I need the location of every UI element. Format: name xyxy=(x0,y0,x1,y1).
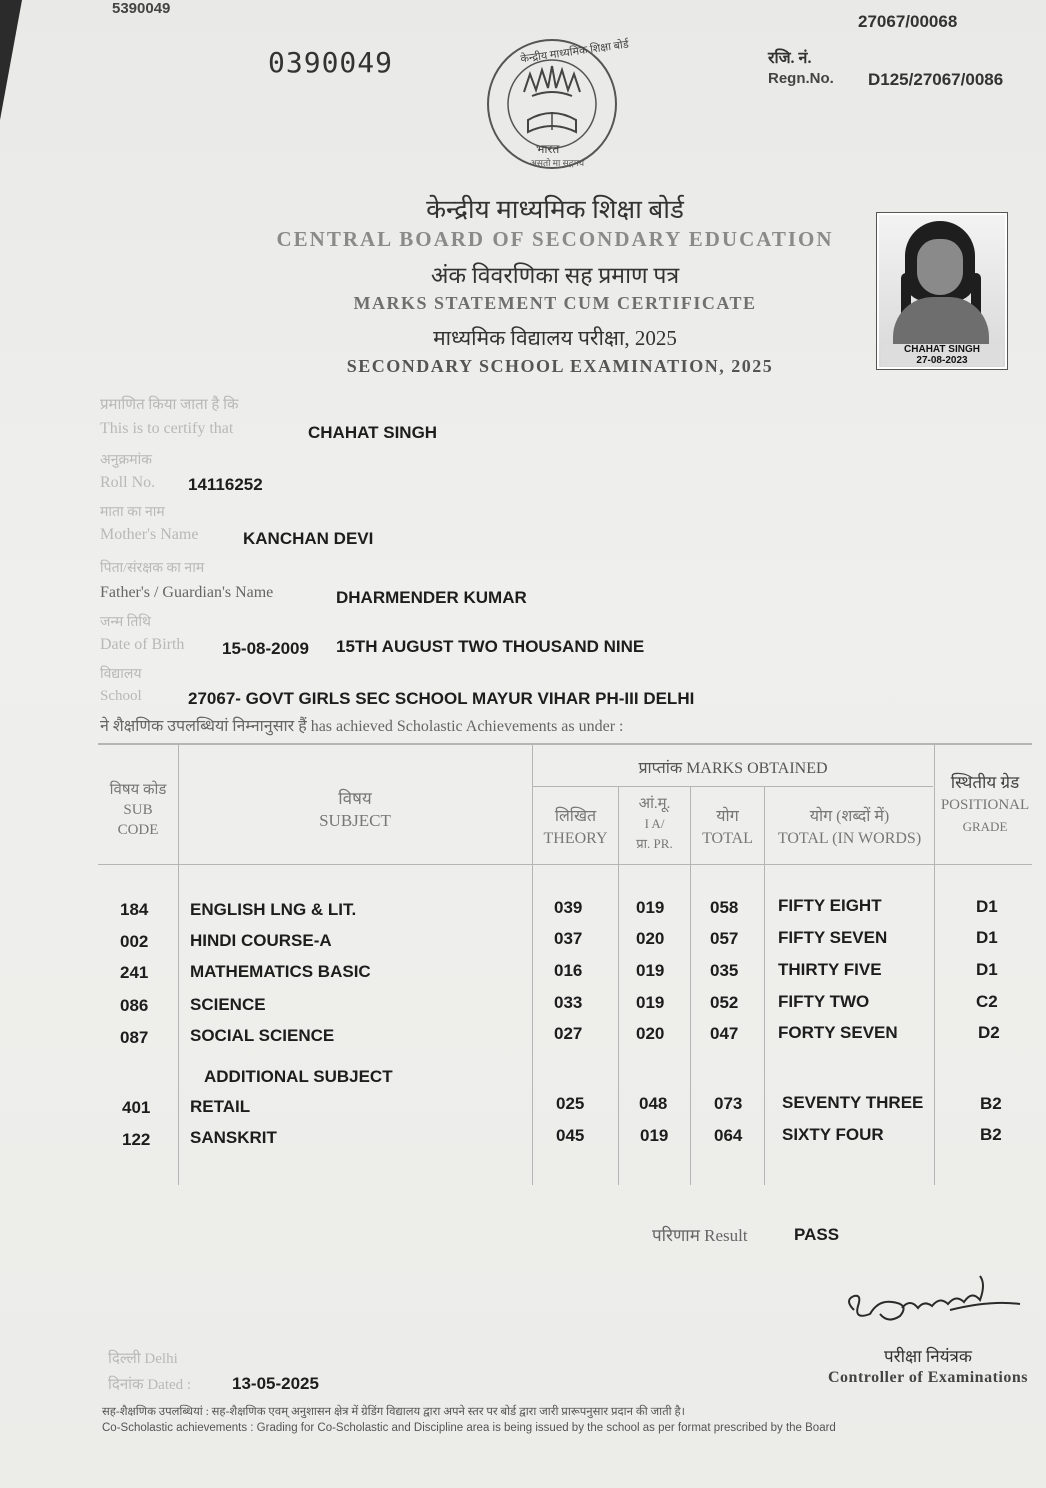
total-in-words: FIFTY EIGHT xyxy=(778,896,882,915)
photo-caption-date: 27-08-2023 xyxy=(916,355,968,366)
mother-name: KANCHAN DEVI xyxy=(243,529,374,548)
board-name-english: CENTRAL BOARD OF SECONDARY EDUCATION xyxy=(276,227,834,251)
subject-code: 184 xyxy=(120,900,149,919)
total-in-words: THIRTY FIVE xyxy=(778,960,882,979)
regn-label: Regn.No. xyxy=(768,70,834,87)
student-name: CHAHAT SINGH xyxy=(308,423,438,442)
total-marks: 035 xyxy=(710,961,739,980)
subject-name: SOCIAL SCIENCE xyxy=(190,1026,335,1045)
header-total: योग TOTAL xyxy=(702,808,753,847)
theory-marks: 033 xyxy=(554,993,583,1012)
regn-hindi-label: रजि. नं. xyxy=(768,50,812,67)
subject-name: RETAIL xyxy=(190,1097,251,1116)
positional-grade: D1 xyxy=(976,897,998,916)
dob-value: 15-08-2009 xyxy=(222,639,309,658)
date-of-issue: 13-05-2025 xyxy=(232,1374,319,1393)
dob-label-hindi: जन्म तिथि xyxy=(100,615,151,630)
total-in-words: FIFTY TWO xyxy=(778,992,870,1011)
ia-marks: 020 xyxy=(636,929,665,948)
student-photo xyxy=(876,212,1008,370)
subject-code: 122 xyxy=(122,1130,151,1149)
header-theory: लिखित THEORY xyxy=(543,808,608,847)
subject-name: SCIENCE xyxy=(190,995,266,1014)
ia-marks: 048 xyxy=(639,1094,668,1113)
theory-marks: 016 xyxy=(554,961,583,980)
certify-label-hindi: प्रमाणित किया जाता है कि xyxy=(100,397,239,413)
total-marks: 047 xyxy=(710,1024,739,1043)
father-name: DHARMENDER KUMAR xyxy=(336,588,527,607)
place: दिल्ली Delhi xyxy=(108,1351,178,1367)
roll-label: Roll No. xyxy=(100,474,156,491)
positional-grade: B2 xyxy=(980,1094,1002,1113)
footer-note: Co-Scholastic achievements : Grading for Co-Scholastic and Discipline area is being issued by the school as per format prescribed by the Board xyxy=(102,1422,836,1434)
serial-number: 0390049 xyxy=(268,46,394,79)
positional-grade: C2 xyxy=(976,992,998,1011)
school-label: School xyxy=(100,688,142,704)
total-marks: 058 xyxy=(710,898,739,917)
subject-name: MATHEMATICS BASIC xyxy=(190,962,371,981)
roll-label-hindi: अनुक्रमांक xyxy=(100,453,152,468)
mother-label: Mother's Name xyxy=(100,526,199,543)
exam-title-english: SECONDARY SCHOOL EXAMINATION, 2025 xyxy=(346,356,774,376)
header-subject: विषय SUBJECT xyxy=(319,789,391,830)
top-right-code: 27067/00068 xyxy=(858,12,958,31)
positional-grade: B2 xyxy=(980,1125,1002,1144)
controller-signature-icon xyxy=(840,1270,1030,1350)
controller-title-hindi: परीक्षा नियंत्रक xyxy=(884,1347,972,1366)
regn-number: D125/27067/0086 xyxy=(868,70,1004,89)
ia-marks: 019 xyxy=(636,993,665,1012)
footer-note-hindi: सह-शैक्षणिक उपलब्धियां : सह-शैक्षणिक एवम् अनुशासन क्षेत्र में ग्रेडिंग विद्यालय द्वारा अपने स्तर पर बोर्ड द्वारा जारी प्रारूपनुसार प्रदान की जाती है। xyxy=(102,1406,685,1418)
theory-marks: 027 xyxy=(554,1024,583,1043)
table-top-border xyxy=(98,743,1032,745)
theory-marks: 037 xyxy=(554,929,583,948)
total-marks: 057 xyxy=(710,929,739,948)
achievements-english: has achieved Scholastic Achievements as under : xyxy=(310,718,624,735)
roll-number: 14116252 xyxy=(188,475,263,494)
exam-title-hindi: माध्यमिक विद्यालय परीक्षा, 2025 xyxy=(433,326,677,350)
subject-code: 401 xyxy=(122,1098,151,1117)
result-label: परिणाम Result xyxy=(652,1226,748,1245)
subject-name: HINDI COURSE-A xyxy=(190,931,332,950)
document-title-hindi: अंक विवरणिका सह प्रमाण पत्र xyxy=(430,263,680,288)
total-marks: 064 xyxy=(714,1126,743,1145)
photo-caption-name: CHAHAT SINGH xyxy=(904,344,980,355)
school-label-hindi: विद्यालय xyxy=(100,667,142,682)
controller-title: Controller of Examinations xyxy=(828,1369,1028,1386)
header-positional-grade: स्थितीय ग्रेड POSITIONAL GRADE xyxy=(940,773,1030,834)
ia-marks: 019 xyxy=(636,961,665,980)
achievements-line xyxy=(100,714,624,736)
total-in-words: FORTY SEVEN xyxy=(778,1023,898,1042)
total-in-words: FIFTY SEVEN xyxy=(778,928,888,947)
emblem-motto: असतो मा सद्गमय xyxy=(530,158,585,168)
school-name: 27067- GOVT GIRLS SEC SCHOOL MAYUR VIHAR PH-III DELHI xyxy=(188,689,695,708)
ia-marks: 020 xyxy=(636,1024,665,1043)
positional-grade: D1 xyxy=(976,928,998,947)
additional-subject-label: ADDITIONAL SUBJECT xyxy=(204,1067,393,1086)
positional-grade: D1 xyxy=(976,960,998,979)
result-value: PASS xyxy=(794,1225,840,1244)
subject-name: SANSKRIT xyxy=(190,1128,277,1147)
total-in-words: SEVENTY THREE xyxy=(782,1093,924,1112)
scanner-shadow-corner xyxy=(0,0,22,120)
dob-in-words: 15TH AUGUST TWO THOUSAND NINE xyxy=(336,637,645,656)
theory-marks: 045 xyxy=(556,1126,585,1145)
theory-marks: 025 xyxy=(556,1094,585,1113)
dob-label: Date of Birth xyxy=(100,636,185,653)
ia-marks: 019 xyxy=(636,898,665,917)
mother-label-hindi: माता का नाम xyxy=(100,505,165,520)
subject-code: 002 xyxy=(120,932,149,951)
header-total-in-words: योग (शब्दों में) TOTAL (IN WORDS) xyxy=(777,808,922,847)
marks-header-divider xyxy=(533,786,933,787)
document-title-english: MARKS STATEMENT CUM CERTIFICATE xyxy=(353,293,757,313)
positional-grade: D2 xyxy=(978,1023,1000,1042)
top-corner-serial: 5390049 xyxy=(112,0,171,17)
emblem-top-text: केन्द्रीय माध्यमिक शिक्षा बोर्ड xyxy=(519,38,630,66)
total-in-words: SIXTY FOUR xyxy=(782,1125,884,1144)
certify-label: This is to certify that xyxy=(100,420,234,437)
father-label: Father's / Guardian's Name xyxy=(100,584,274,601)
theory-marks: 039 xyxy=(554,898,583,917)
subject-name: ENGLISH LNG & LIT. xyxy=(190,900,357,919)
subject-code: 241 xyxy=(120,963,149,982)
total-marks: 073 xyxy=(714,1094,743,1113)
subject-code: 086 xyxy=(120,996,149,1015)
ia-marks: 019 xyxy=(640,1126,669,1145)
header-internal-assessment: आं.मू. I A/ प्रा. PR. xyxy=(636,796,673,851)
table-header-bottom-border xyxy=(98,864,1032,865)
header-sub-code: विषय कोड SUB CODE xyxy=(109,782,167,838)
board-name-hindi: केन्द्रीय माध्यमिक शिक्षा बोर्ड xyxy=(426,195,684,224)
achievements-hindi: ने शैक्षणिक उपलब्धियां निम्नानुसार हैं xyxy=(100,718,307,735)
father-label-hindi: पिता/संरक्षक का नाम xyxy=(100,561,205,576)
header-marks-obtained: प्राप्तांक MARKS OBTAINED xyxy=(638,760,828,777)
emblem-bottom-text: भारत xyxy=(536,142,560,156)
subject-code: 087 xyxy=(120,1028,149,1047)
dated-label: दिनांक Dated : xyxy=(108,1377,192,1393)
total-marks: 052 xyxy=(710,993,739,1012)
